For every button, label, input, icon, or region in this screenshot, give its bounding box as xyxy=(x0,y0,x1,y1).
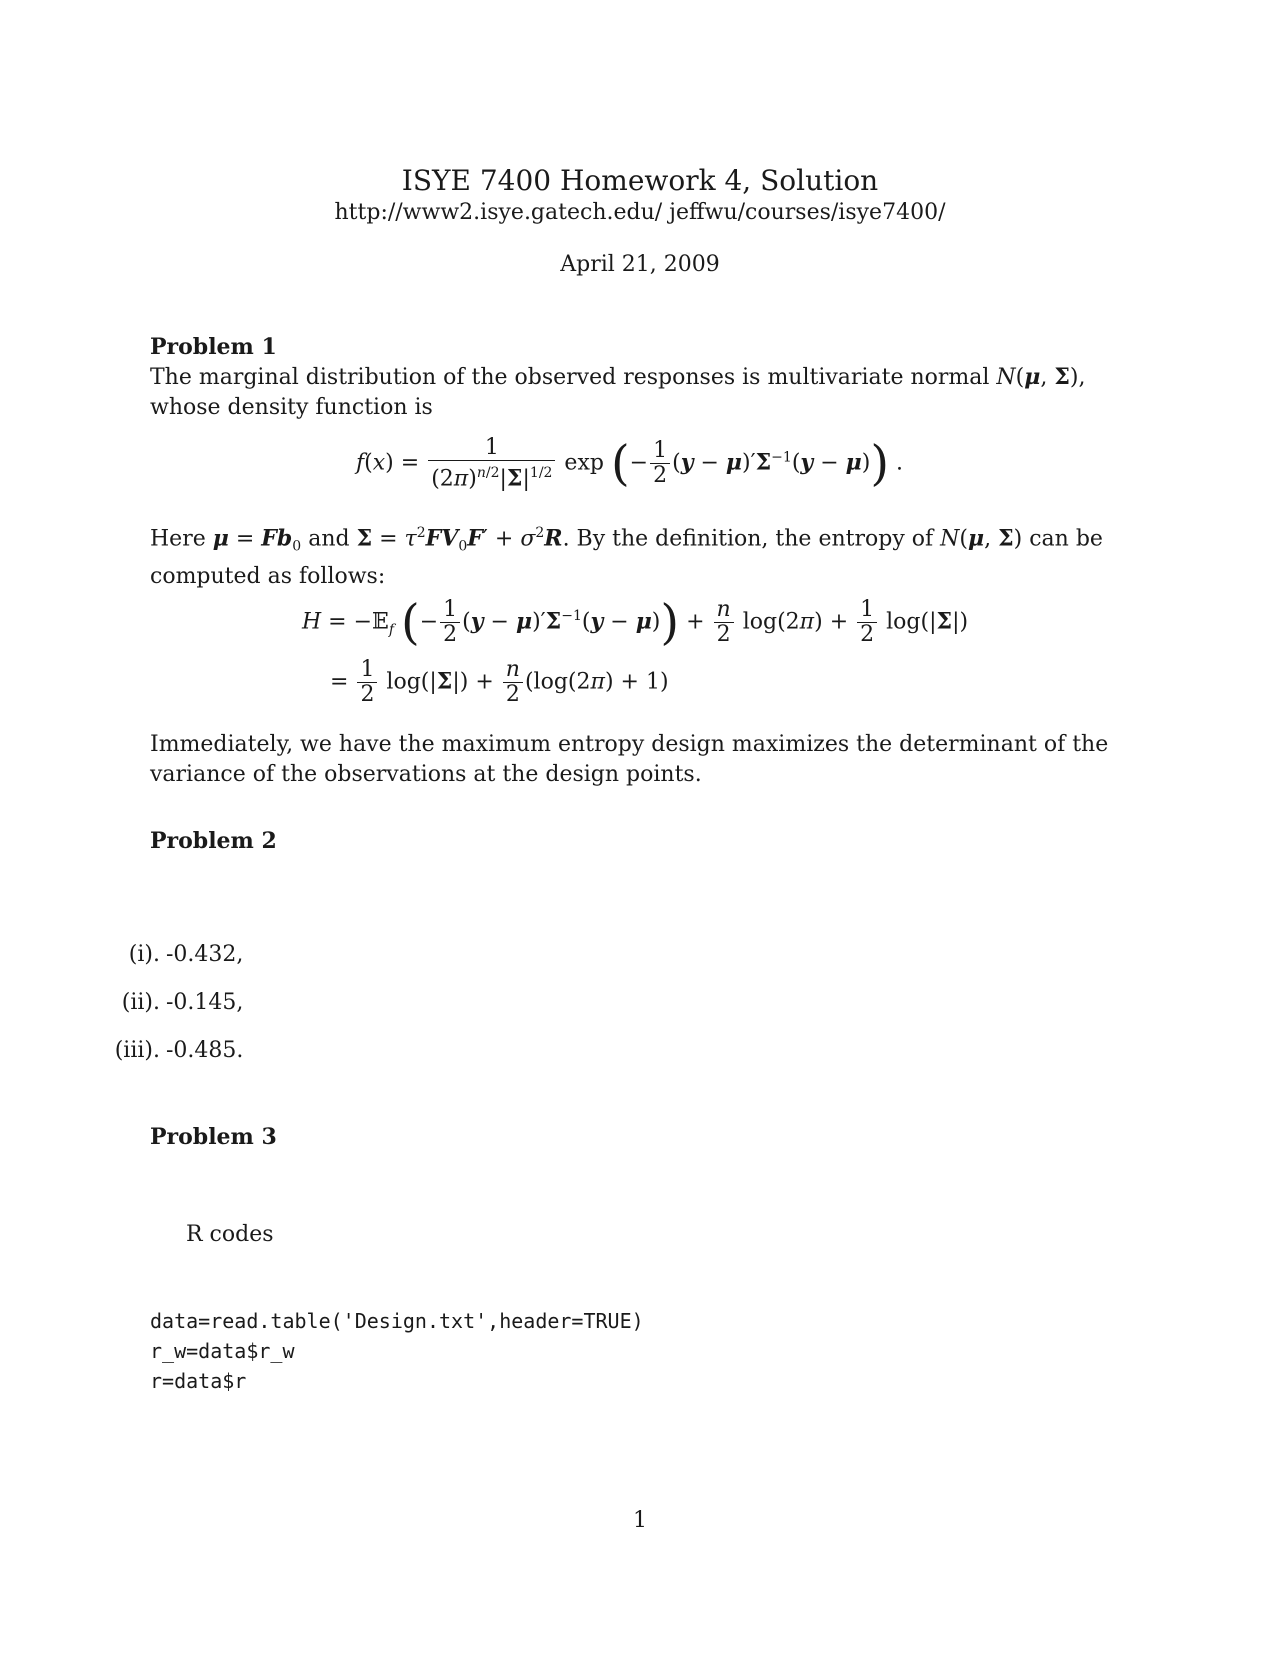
problem-1-intro: The marginal distribution of the observed responses is multivariate normal N(μ, Σ), whose density function is xyxy=(150,364,1086,420)
code-block xyxy=(150,1306,644,1396)
list-item xyxy=(40,990,243,1015)
problem-1-heading: Problem 1 xyxy=(150,334,277,360)
problem-2-heading: Problem 2 xyxy=(150,828,277,854)
density-equation: f(x) = $\frac{1}{(2\pi)^{n/2}|\Sigma|^{1/2}}$ exp (− $\frac{1}{2}$ $(y - \mu)'\Sigma^{-1}(y - \mu)$) . xyxy=(356,435,904,492)
list-item-value: -0.145, xyxy=(166,990,244,1015)
list-item-label: (iii). xyxy=(114,1038,160,1063)
list-item xyxy=(40,1038,243,1063)
document-date: April 21, 2009 xyxy=(560,252,720,277)
list-item-label: (ii). xyxy=(121,990,160,1015)
page-number: 1 xyxy=(633,1508,647,1533)
r-codes-subheading: R codes xyxy=(186,1222,274,1247)
course-url: http://www2.isye.gatech.edu/ jeffwu/courses/isye7400/ xyxy=(334,200,946,225)
list-item xyxy=(40,942,243,967)
code-line: data=read.table('Design.txt',header=TRUE) xyxy=(150,1309,644,1333)
entropy-equation-line-1: H = −𝔼$_f$ (− $\frac{1}{2}$ $(y - \mu)'\Sigma^{-1}(y - \mu)$) + $\frac{n}{2}$ log(2π) + $\frac{1}{2}$ log(|Σ|) xyxy=(302,594,969,651)
problem-1-conclusion: Immediately, we have the maximum entropy design maximizes the determinant of the variance of the observations at the design points. xyxy=(150,732,1109,787)
list-item-label: (i). xyxy=(128,942,160,967)
entropy-equation-line-2: = $\frac{1}{2}$ log(|Σ|) + $\frac{n}{2}$ (log(2π) + 1) xyxy=(330,657,669,707)
problem-3-heading: Problem 3 xyxy=(150,1124,277,1150)
document-title: ISYE 7400 Homework 4, Solution xyxy=(401,164,879,197)
problem-1-definitions: Here $\mu = Fb_0$ and $\Sigma = \tau^2FV_0F' + \sigma^2R$. By the definition, the entropy of N(μ, Σ) can be computed as follows: xyxy=(150,525,1103,589)
code-line: r_w=data$r_w xyxy=(150,1339,295,1363)
list-item-value: -0.432, xyxy=(166,942,244,967)
code-line: r=data$r xyxy=(150,1369,247,1393)
list-item-value: -0.485. xyxy=(166,1038,244,1063)
